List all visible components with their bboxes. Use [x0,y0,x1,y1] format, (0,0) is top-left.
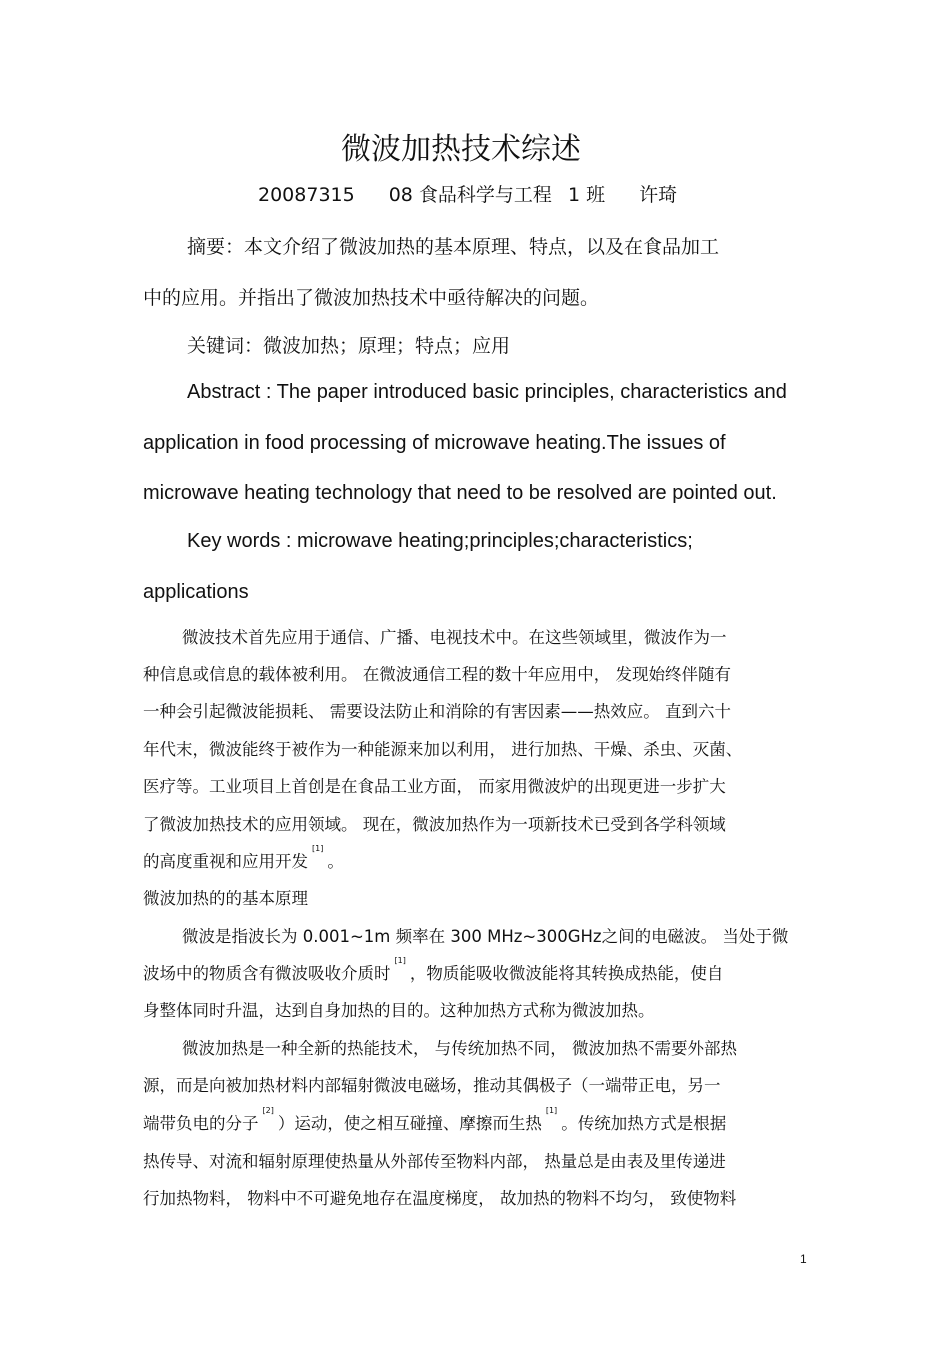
paragraph-line: 微波是指波长为 0.001~1m 频率在 300 MHz~300GHz之间的电磁波。 当处于微 [182,927,789,946]
paragraph-text: 的高度重视和应用开发 [143,852,308,871]
paragraph-line: 行加热物料， 物料中不可避免地存在温度梯度， 故加热的物料不均匀， 致使物料 [143,1189,737,1208]
paragraph-text: ，物质能吸收微波能将其转换成热能，使自 [409,964,724,983]
paragraph-line: 年代末，微波能终于被作为一种能源来加以利用， 进行加热、干燥、杀虫、灭菌、 [143,740,743,759]
paragraph-line: 热传导、对流和辐射原理使热量从外部传至物料内部， 热量总是由表及里传递进 [143,1152,726,1171]
citation-ref: [2] [262,1106,274,1115]
citation-ref: [1] [312,844,324,853]
paragraph-line [143,1106,727,1134]
paragraph-text: 。传统加热方式是根据 [561,1114,727,1133]
paragraph-line: 种信息或信息的载体被利用。 在微波通信工程的数十年应用中， 发现始终伴随有 [143,665,731,684]
paragraph-line: 身整体同时升温，达到自身加热的目的。这种加热方式称为微波加热。 [143,1001,655,1020]
paragraph-line [143,956,724,984]
keywords-cn: 关键词：微波加热；原理；特点；应用 [187,335,511,357]
keywords-en-line: applications [143,581,249,603]
abstract-en-line: Abstract : The paper introduced basic principles, characteristics and [187,381,787,403]
paragraph-line: 源，而是向被加热材料内部辐射微波电磁场，推动其偶极子（一端带正电，另一 [143,1076,721,1095]
section-heading: 微波加热的的基本原理 [143,889,308,908]
abstract-cn-line: 摘要：本文介绍了微波加热的基本原理、特点，以及在食品加工 [187,236,720,258]
paragraph-line [143,844,344,872]
paragraph-line: 一种会引起微波能损耗、 需要设法防止和消除的有害因素——热效应。 直到六十 [143,702,731,721]
paragraph-line: 微波技术首先应用于通信、广播、电视技术中。在这些领域里，微波作为一 [182,628,727,647]
class-name: 08 食品科学与工程 [388,184,552,206]
paragraph-line: 微波加热是一种全新的热能技术， 与传统加热不同， 微波加热不需要外部热 [182,1039,737,1058]
abstract-en-line: application in food processing of microwave heating.The issues of [143,432,726,454]
abstract-cn-line: 中的应用。并指出了微波加热技术中亟待解决的问题。 [143,287,600,309]
paragraph-text: ）运动，使之相互碰撞、摩擦而生热 [277,1114,542,1133]
paragraph-line: 医疗等。工业项目上首创是在食品工业方面， 而家用微波炉的出现更进一步扩大 [143,777,726,796]
paragraph-text: 。 [327,852,344,871]
author-name: 许琦 [639,184,678,206]
citation-ref: [1] [394,956,406,965]
keywords-en-line: Key words : microwave heating;principles;characteristics; [187,530,693,552]
paragraph-text: 波场中的物质含有微波吸收介质时 [143,964,391,983]
page-number: 1 [800,1252,807,1266]
paragraph-text: 端带负电的分子 [143,1114,259,1133]
class-number: 1 班 [567,184,606,206]
abstract-en-line: microwave heating technology that need to be resolved are pointed out. [143,482,777,504]
student-id: 20087315 [258,184,355,206]
paragraph-line: 了微波加热技术的应用领域。 现在，微波加热作为一项新技术已受到各学科领域 [143,815,726,834]
citation-ref: [1] [545,1106,558,1115]
document-title: 微波加热技术综述 [341,132,581,167]
author-line [258,180,677,207]
